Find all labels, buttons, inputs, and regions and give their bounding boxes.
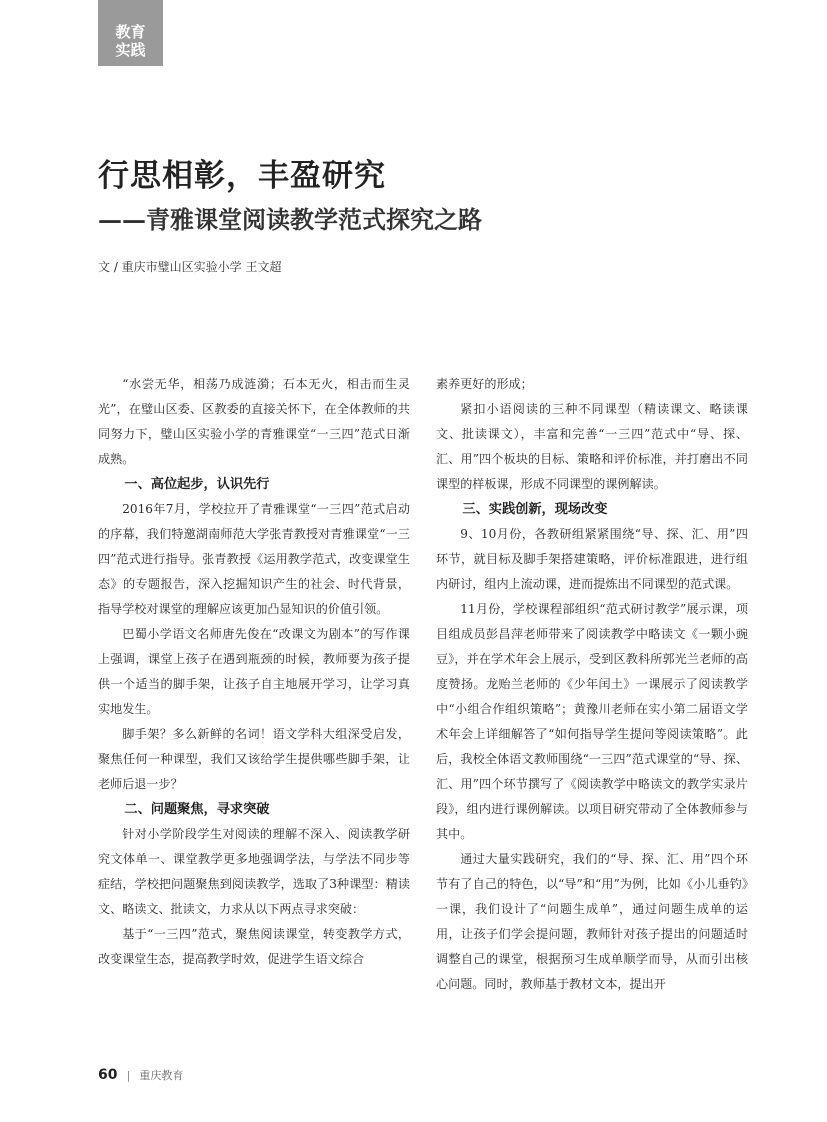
section-tag-line2: 实践 — [115, 41, 146, 59]
section-heading-3: 三、实践创新，现场改变 — [462, 502, 608, 517]
paragraph: 素养更好的形成； — [436, 377, 533, 391]
paragraph: 基于“一三四”范式，聚焦阅读课堂，转变教学方式，改变课堂生态，提高教学时效，促进学生语文综合 — [98, 927, 410, 966]
section-tag-line1: 教育 — [115, 23, 146, 41]
paragraph: 紧扣小语阅读的三种不同课型（精读课文、略读课文、批读课文），丰富和完善“一三四”范式中“导、探、汇、用”四个板块的目标、策略和评价标准，并打磨出不同课型的样板课，形成不同课型的课例解读。 — [436, 402, 748, 491]
footer-separator: | — [126, 1069, 131, 1082]
paragraph: 针对小学阶段学生对阅读的理解不深入、阅读教学研究文体单一、课堂教学更多地强调学法，与学法不同步等症结，学校把问题聚焦到阅读教学，选取了3种课型：精读文、略读文、批读文，力求从以下两点寻求突破： — [98, 827, 410, 916]
section-heading-2: 二、问题聚焦，寻求突破 — [124, 802, 270, 817]
page-footer — [98, 1064, 183, 1083]
paragraph: 11月份，学校课程部组织“范式研讨教学”展示课，项目组成员彭昌萍老师带来了阅读教学中略读文《一颗小豌豆》，并在学术年会上展示，受到区教科所郭光兰老师的高度赞扬。龙贻兰老师的《少年闰土》一课展示了阅读教学中“小组合作组织策略”；黄豫川老师在实小第二届语文学术年会上详细解答了“如何指导学生提问等阅读策略”。此后，我校全体语文教师围绕“一三四”范式课堂的“导、探、汇、用”四个环节撰写了《阅读教学中略读文的教学实录片段》，组内进行课例解读。以项目研究带动了全体教师参与其中。 — [436, 602, 748, 841]
paragraph: 巴蜀小学语文名师唐先俊在“改课文为剧本”的写作课上强调，课堂上孩子在遇到瓶颈的时候，教师要为孩子提供一个适当的脚手架，让孩子自主地展开学习，让学习真实地发生。 — [98, 627, 410, 716]
section-tag — [98, 0, 163, 66]
article-title: 行思相彰，丰盈研究 — [98, 158, 386, 194]
paragraph: “水尝无华，相荡乃成涟漪；石本无火，相击而生灵光”，在璧山区委、区教委的直接关怀下，在全体教师的共同努力下，璧山区实验小学的青雅课堂“一三四”范式日渐成熟。 — [98, 377, 410, 466]
magazine-name: 重庆教育 — [139, 1069, 184, 1082]
paragraph: 2016年7月，学校拉开了青雅课堂“一三四”范式启动的序幕，我们特邀湖南师范大学张青教授对青雅课堂“一三四”范式进行指导。张青教授《运用教学范式，改变课堂生态》的专题报告，深入挖掘知识产生的社会、时代背景，指导学校对课堂的理解应该更加凸显知识的价值引领。 — [98, 502, 410, 616]
article-subtitle: ——青雅课堂阅读教学范式探究之路 — [98, 205, 482, 234]
paragraph: 通过大量实践研究，我们的“导、探、汇、用”四个环节有了自己的特色，以“导”和“用”为例，比如《小儿垂钓》一课，我们设计了“问题生成单”，通过问题生成单的运用，让孩子们学会提问题，教师针对孩子提出的问题适时调整自己的课堂，根据预习生成单顺学而导，从而引出核心问题。同时，教师基于教材文本，提出开 — [436, 852, 748, 991]
paragraph: 脚手架？多么新鲜的名词！语文学科大组深受启发，聚焦任何一种课型，我们又该给学生提供哪些脚手架，让老师后退一步？ — [98, 727, 410, 791]
left-column — [98, 372, 410, 972]
page-number: 60 — [98, 1067, 118, 1083]
right-column — [436, 372, 748, 997]
section-heading-1: 一、高位起步，认识先行 — [124, 477, 270, 492]
paragraph: 9、10月份，各教研组紧紧围绕“导、探、汇、用”四环节，就目标及脚手架搭建策略，评价标准跟进，进行组内研讨，组内上流动课，进而提炼出不同课型的范式课。 — [436, 527, 748, 591]
article-byline: 文 / 重庆市璧山区实验小学 王文超 — [98, 260, 282, 274]
